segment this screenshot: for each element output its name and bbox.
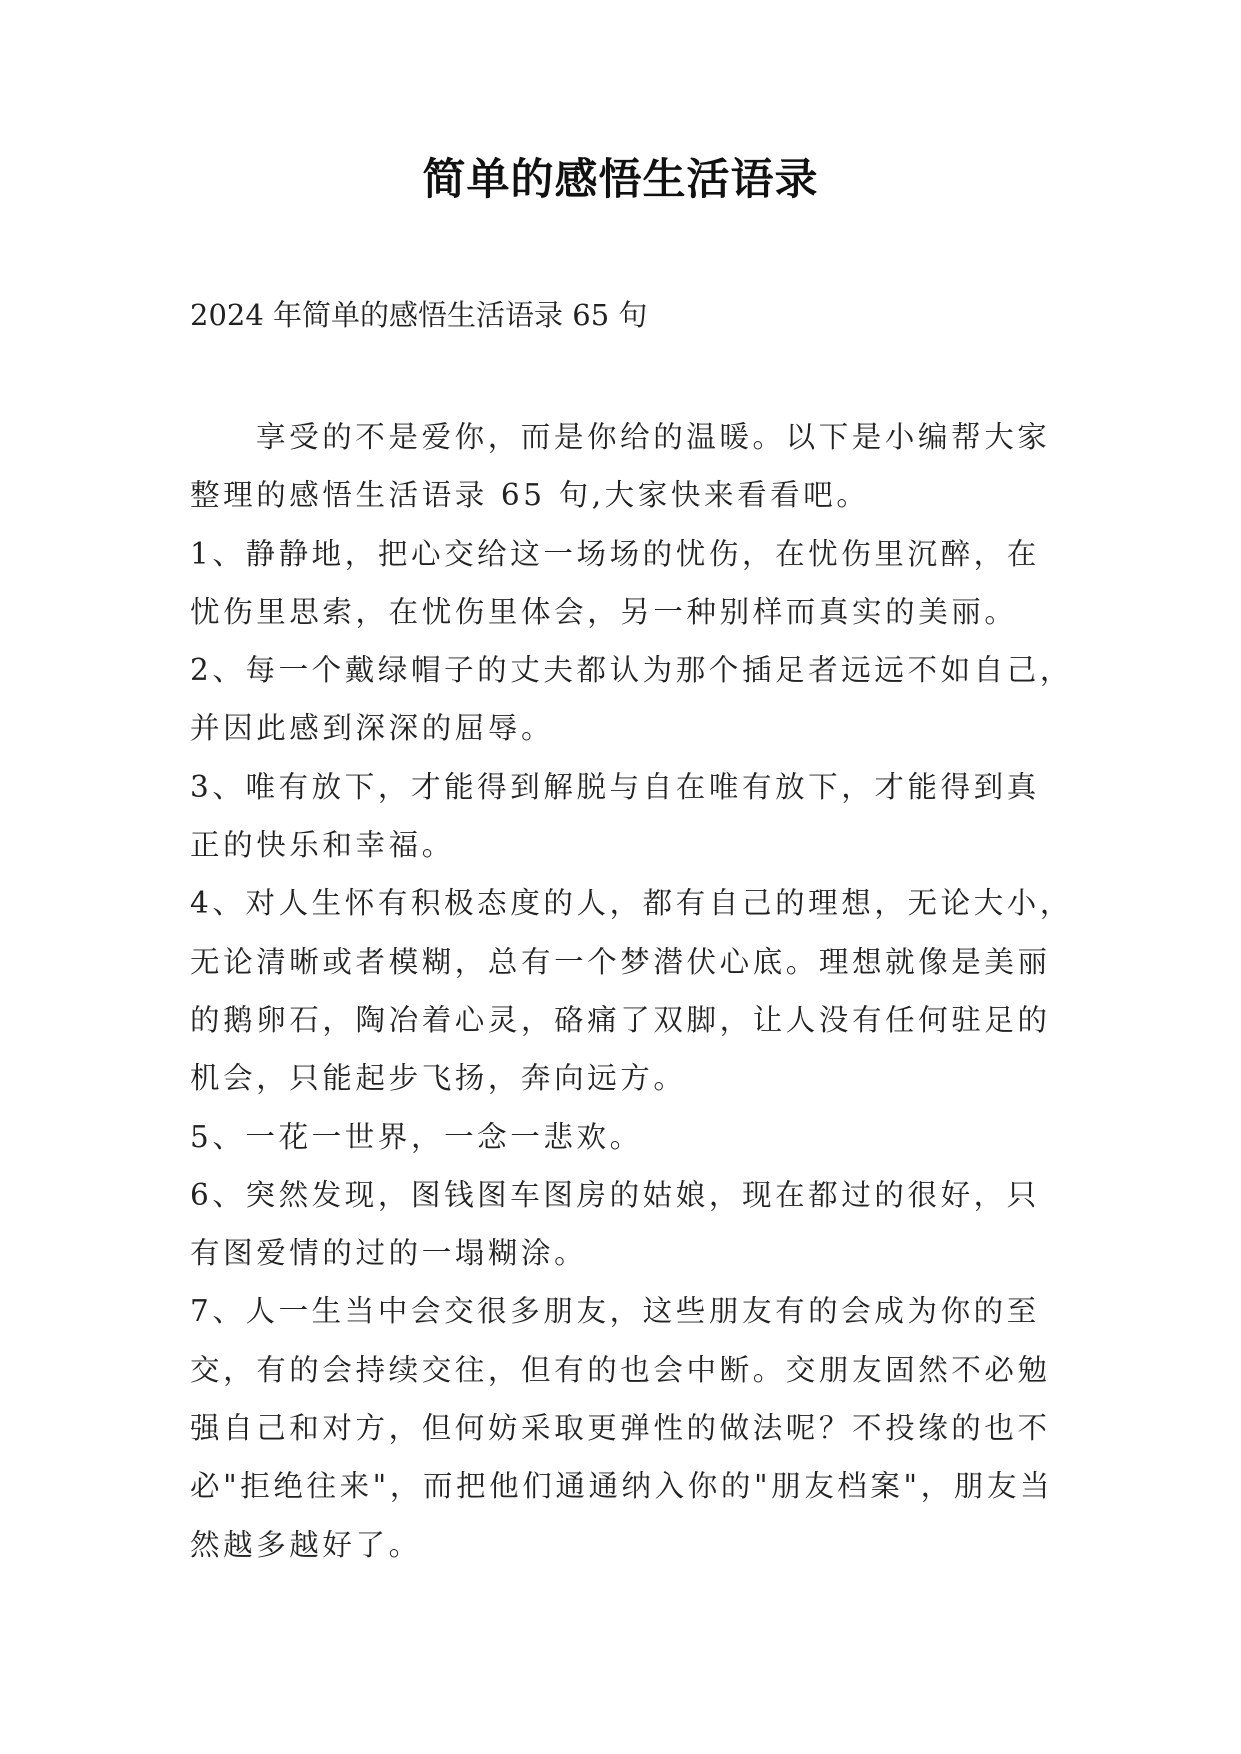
quote-line: 4、对人生怀有积极态度的人，都有自己的理想，无论大小， — [190, 886, 1073, 921]
quote-line: 无论清晰或者模糊，总有一个梦潜伏心底。理想就像是美丽 — [190, 944, 1051, 979]
quote-line: 6、突然发现，图钱图车图房的姑娘，现在都过的很好，只 — [190, 1177, 1040, 1212]
quote-line: 5、一花一世界，一念一悲欢。 — [190, 1119, 643, 1154]
document-title: 简单的感悟生活语录 — [422, 155, 819, 205]
quote-line: 强自己和对方，但何妨采取更弹性的做法呢？不投缘的也不 — [190, 1411, 1051, 1446]
quote-line: 正的快乐和幸福。 — [190, 828, 455, 863]
quote-line: 并因此感到深深的屈辱。 — [190, 711, 555, 746]
quote-line: 2、每一个戴绿帽子的丈夫都认为那个插足者远远不如自己， — [190, 653, 1073, 688]
quote-line: 忧伤里思索，在忧伤里体会，另一种别样而真实的美丽。 — [190, 594, 1018, 629]
quote-line: 1、静静地，把心交给这一场场的忧伤，在忧伤里沉醉，在 — [190, 536, 1040, 571]
quote-line: 有图爱情的过的一塌糊涂。 — [190, 1236, 588, 1271]
quote-line: 必"拒绝往来"，而把他们通通纳入你的"朋友档案"，朋友当 — [190, 1469, 1054, 1504]
quote-line: 机会，只能起步飞扬，奔向远方。 — [190, 1061, 687, 1096]
quote-line: 的鹅卵石，陶冶着心灵，硌痛了双脚，让人没有任何驻足的 — [190, 1002, 1051, 1037]
quote-line: 7、人一生当中会交很多朋友，这些朋友有的会成为你的至 — [190, 1294, 1040, 1329]
document-subtitle: 2024 年简单的感悟生活语录 65 句 — [190, 298, 648, 332]
quote-line: 3、唯有放下，才能得到解脱与自在唯有放下，才能得到真 — [190, 769, 1040, 804]
quote-line: 交，有的会持续交往，但有的也会中断。交朋友固然不必勉 — [190, 1352, 1051, 1387]
intro-line: 整理的感悟生活语录 65 句,大家快来看看吧。 — [190, 478, 870, 513]
document-body — [190, 408, 1073, 1574]
intro-line: 享受的不是爱你，而是你给的温暖。以下是小编帮大家 — [256, 420, 1051, 454]
quote-line: 然越多越好了。 — [190, 1527, 422, 1562]
